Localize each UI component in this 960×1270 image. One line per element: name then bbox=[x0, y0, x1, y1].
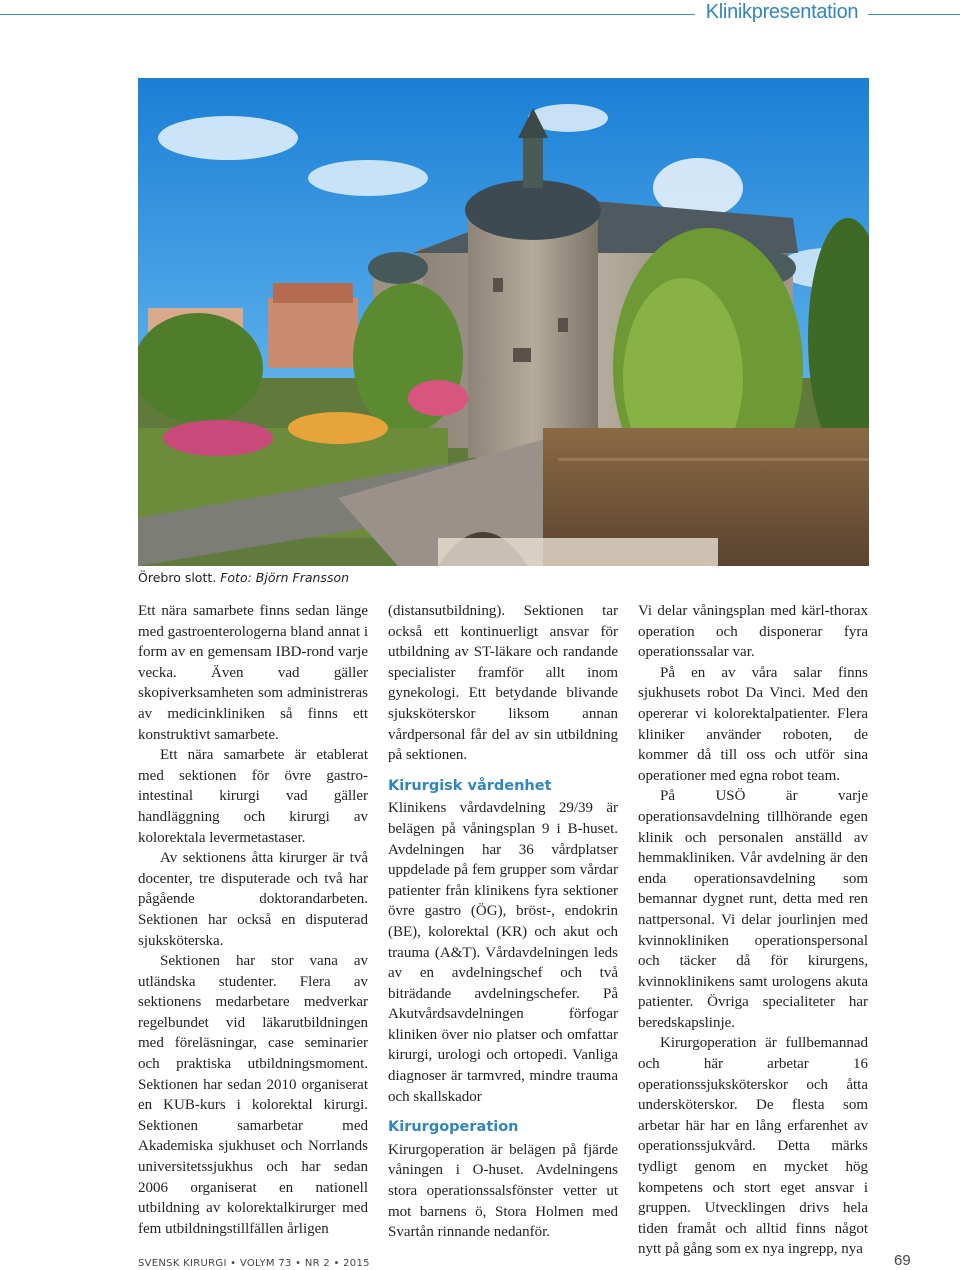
paragraph: Kirurgoperation är fullbemannad och här arbetar 16 operationssjuksköterskor och åtta undersköterskor. De flesta som arbetar här har en lång erfarenhet av operationssjukvård. Detta märks tydligt genom en mycket hög kompetens och stort eget ansvar i gruppen. Utvecklingen drivs hela tiden framåt och alltid finns något nytt på gång som ex nya ingrepp, nya bbox=[638, 1035, 868, 1258]
section-heading: Kirurgoperation bbox=[388, 1119, 519, 1136]
section-title: Klinikpresentation bbox=[705, 1, 859, 23]
column-2 bbox=[388, 601, 618, 1243]
header-rule-right bbox=[868, 14, 960, 15]
caption-place: Örebro slott. bbox=[138, 570, 217, 585]
paragraph: På en av våra salar finns sjukhusets robot Da Vinci. Med den opererar vi kolorektalpatienter. Flera kliniker använder roboten, de kommer då till oss och utför sina operationer med egna robot team. bbox=[638, 664, 868, 784]
paragraph: Ett nära samarbete är etablerat med sektionen för övre gastro-intestinal kirurgi vad gäller handläggning och kirurgi av kolorektala levermetastaser. bbox=[138, 747, 368, 846]
caption-credit: Foto: Björn Fransson bbox=[220, 570, 350, 585]
paragraph: Kirurgoperation är belägen på fjärde våningen i O-huset. Avdelningens stora operationssalsfönster vetter ut mot barnens ö, Stora Holmen med Svartån rinnande nedanför. bbox=[388, 1141, 618, 1241]
page-number: 69 bbox=[894, 1252, 911, 1269]
castle-photo-icon bbox=[138, 78, 869, 566]
paragraph: (distansutbildning). Sektionen tar också ett kontinuerligt ansvar för utbildning av ST-läkare och randande specialister framför allt inom gynekologi. Ett betydande blivande sjuksköterskor liksom annan vårdpersonal får del av sin utbildning på sektionen. bbox=[388, 603, 618, 764]
paragraph: På USÖ är varje operationsavdelning tillhörande egen klinik och personalen anställd av hemmakliniken. Vår avdelning är den enda operationsavdelning som bemannar dygnet runt, detta med ren nattpersonal. Vi delar jourlinjen med kvinnokliniken operationspersonal och täcker då för kirurgens, kvinnoklinikens samt urologens akuta patienter. Övriga specialiteter har beredskapslinje. bbox=[638, 788, 868, 1031]
paragraph: Ett nära samarbete finns sedan länge med gastroenterologerna bland annat i form av en gemensam IBD-rond varje vecka. Även vad gäller skopiverksamheten som administreras av medicinkliniken så finns ett konstruktivt samarbete. bbox=[138, 603, 368, 743]
section-heading: Kirurgisk vårdenhet bbox=[388, 777, 552, 794]
paragraph: Sektionen har stor vana av utländska studenter. Flera av sektionens medarbetare medverkar regelbundet vid läkarutbildningen med föreläsningar, case seminarier och praktiska utbildningsmoment. Sektionen har sedan 2010 organiserat en KUB-kurs i kolorektal kirurgi. Sektionen samarbetar med Akademiska sjukhuset och Norrlands universitetssjukhus och har sedan 2006 organiserat en nationell utbildning av kolorektalkirurger med fem utbildningstillfällen årligen bbox=[138, 953, 368, 1237]
castle-photo bbox=[138, 78, 869, 566]
paragraph: Vi delar våningsplan med kärl-thorax operation och disponerar fyra operationssalar var. bbox=[638, 603, 868, 661]
header-rule-left bbox=[0, 14, 695, 15]
column-1 bbox=[138, 601, 368, 1239]
paragraph: Av sektionens åtta kirurger är två docenter, tre disputerade och två har pågående doktorandarbeten. Sektionen har också en disputerad sjuksköterska. bbox=[138, 850, 368, 949]
paragraph: Klinikens vårdavdelning 29/39 är belägen på våningsplan 9 i B-huset. Avdelningen har 36 vårdplatser uppdelade på fem grupper som vårdar patienter från klinikens fyra sektioner övre gastro (ÖG), bröst-, endokrin (BE), kolorektal (KR) och akut och trauma (A&T). Vårdavdelningen leds av en avdelningschef och två biträdande avdelningschefer. På Akutvårdsavdelningen förfogar kliniken över nio platser och omfattar kirurgi, urologi och ortopedi. Vanliga diagnoser är tarmvred, mindre trauma och skallskador bbox=[388, 800, 618, 1105]
journal-footer: SVENSK KIRURGI • VOLYM 73 • NR 2 • 2015 bbox=[138, 1258, 370, 1269]
column-3 bbox=[638, 601, 868, 1260]
photo-caption bbox=[138, 570, 349, 585]
